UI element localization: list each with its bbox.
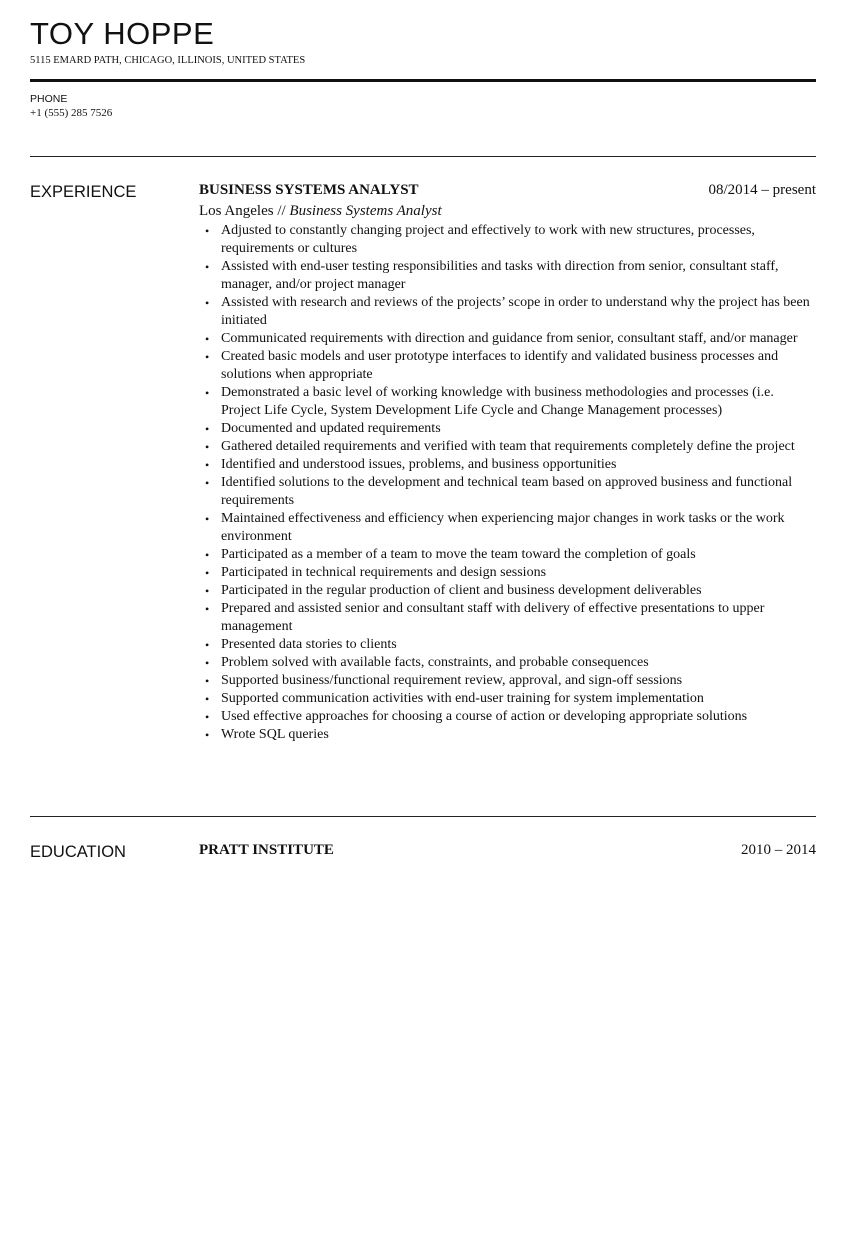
experience-bullet: [199, 456, 814, 474]
bullet-dot-icon: •: [205, 674, 210, 688]
experience-section-label: EXPERIENCE: [30, 183, 137, 201]
bullet-text: Presented data stories to clients: [221, 637, 397, 652]
bullet-dot-icon: •: [205, 602, 210, 616]
bullet-text: Adjusted to constantly changing project and effectively to work with new structures, processes, requirements or cultures: [221, 223, 755, 256]
experience-bullet: [199, 654, 814, 672]
experience-bullet: [199, 330, 814, 348]
experience-bullet: [199, 510, 814, 546]
experience-bullet: [199, 582, 814, 600]
experience-bullet: [199, 420, 814, 438]
experience-bullet: [199, 438, 814, 456]
bullet-text: Maintained effectiveness and efficiency when experiencing major changes in work tasks or the work environment: [221, 511, 785, 544]
bullet-text: Assisted with end-user testing responsibilities and tasks with direction from senior, consultant staff, manager, and/or project manager: [221, 259, 779, 292]
bullet-dot-icon: •: [205, 548, 210, 562]
bullet-text: Participated in the regular production of client and business development deliverables: [221, 583, 702, 598]
job-location: Los Angeles: [199, 203, 274, 219]
experience-bullet: [199, 258, 814, 294]
bullet-text: Demonstrated a basic level of working knowledge with business methodologies and processes (i.e. Project Life Cycle, System Development Life Cycle and Change Management processes): [221, 385, 774, 418]
bullet-text: Supported business/functional requirement review, approval, and sign-off sessions: [221, 673, 683, 688]
bullet-dot-icon: •: [205, 422, 210, 436]
bullet-text: Used effective approaches for choosing a course of action or developing appropriate solutions: [221, 709, 748, 724]
bullet-text: Gathered detailed requirements and verified with team that requirements completely define the project: [221, 439, 795, 454]
experience-bullet: [199, 294, 814, 330]
education-section-label: EDUCATION: [30, 843, 126, 861]
experience-bullet: [199, 636, 814, 654]
bullet-dot-icon: •: [205, 512, 210, 526]
header-divider: [30, 79, 816, 82]
bullet-text: Supported communication activities with end-user training for system implementation: [221, 691, 704, 706]
bullet-dot-icon: •: [205, 386, 210, 400]
job-subtitle: [199, 203, 442, 220]
phone-value: +1 (555) 285 7526: [30, 107, 113, 119]
bullet-dot-icon: •: [205, 728, 210, 742]
candidate-name: TOY HOPPE: [30, 16, 215, 51]
experience-bullet: [199, 690, 814, 708]
bullet-dot-icon: •: [205, 260, 210, 274]
experience-divider: [30, 156, 816, 157]
bullet-text: Assisted with research and reviews of the projects’ scope in order to understand why the project has been initiated: [221, 295, 810, 328]
experience-bullet: [199, 384, 814, 420]
job-role: Business Systems Analyst: [289, 203, 442, 219]
bullet-text: Identified solutions to the development and technical team based on approved business and functional requirements: [221, 475, 793, 508]
bullet-dot-icon: •: [205, 224, 210, 238]
experience-bullet: [199, 708, 814, 726]
bullet-text: Problem solved with available facts, constraints, and probable consequences: [221, 655, 649, 670]
job-title: BUSINESS SYSTEMS ANALYST: [199, 182, 419, 198]
experience-bullet: [199, 726, 814, 744]
bullet-dot-icon: •: [205, 458, 210, 472]
bullet-text: Documented and updated requirements: [221, 421, 441, 436]
bullet-text: Created basic models and user prototype interfaces to identify and validated business processes and solutions when appropriate: [221, 349, 779, 382]
job-dates: 08/2014 – present: [708, 182, 816, 198]
bullet-dot-icon: •: [205, 566, 210, 580]
experience-bullet-list: [199, 222, 814, 744]
experience-bullet: [199, 474, 814, 510]
bullet-dot-icon: •: [205, 692, 210, 706]
bullet-dot-icon: •: [205, 440, 210, 454]
education-dates: 2010 – 2014: [741, 842, 816, 858]
bullet-text: Participated in technical requirements and design sessions: [221, 565, 547, 580]
education-school: PRATT INSTITUTE: [199, 842, 334, 858]
education-divider: [30, 816, 816, 817]
bullet-dot-icon: •: [205, 638, 210, 652]
bullet-text: Communicated requirements with direction and guidance from senior, consultant staff, and/or manager: [221, 331, 798, 346]
phone-label: PHONE: [30, 93, 68, 105]
bullet-dot-icon: •: [205, 476, 210, 490]
bullet-dot-icon: •: [205, 584, 210, 598]
experience-bullet: [199, 348, 814, 384]
experience-bullet: [199, 564, 814, 582]
bullet-text: Participated as a member of a team to move the team toward the completion of goals: [221, 547, 696, 562]
bullet-text: Prepared and assisted senior and consultant staff with delivery of effective presentations to upper management: [221, 601, 765, 634]
bullet-dot-icon: •: [205, 350, 210, 364]
experience-bullet: [199, 600, 814, 636]
job-separator: //: [277, 203, 286, 219]
bullet-dot-icon: •: [205, 710, 210, 724]
candidate-address: 5115 EMARD PATH, CHICAGO, ILLINOIS, UNITED STATES: [30, 55, 306, 66]
bullet-text: Wrote SQL queries: [221, 727, 329, 742]
bullet-dot-icon: •: [205, 296, 210, 310]
bullet-dot-icon: •: [205, 656, 210, 670]
experience-bullet: [199, 672, 814, 690]
bullet-text: Identified and understood issues, problems, and business opportunities: [221, 457, 617, 472]
bullet-dot-icon: •: [205, 332, 210, 346]
experience-bullet: [199, 222, 814, 258]
experience-bullet: [199, 546, 814, 564]
